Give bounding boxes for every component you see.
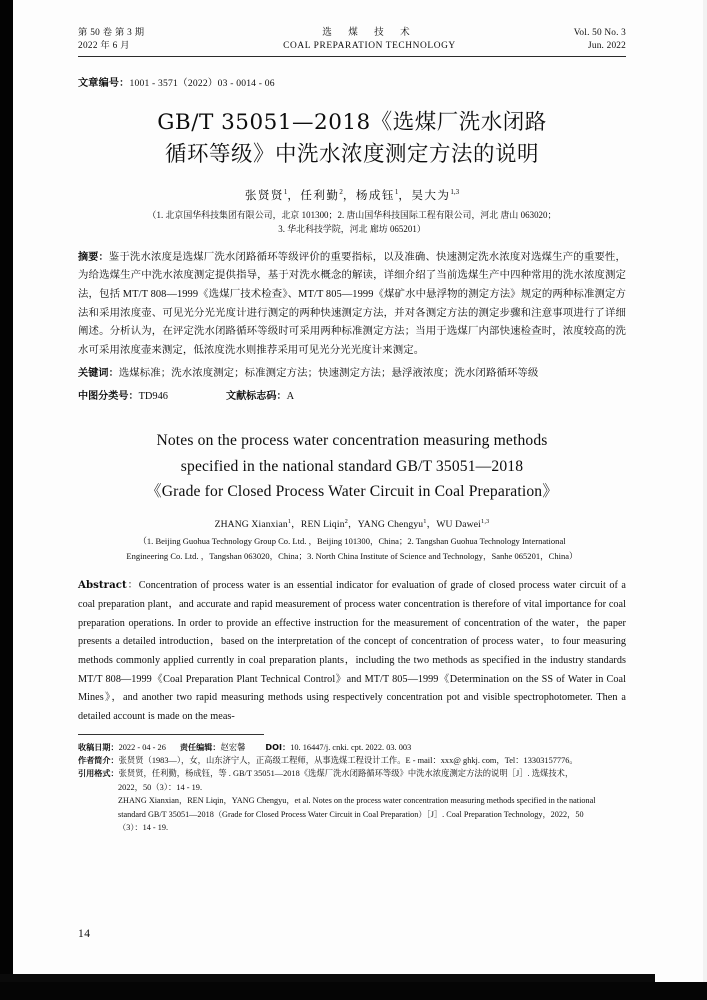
running-head-rule bbox=[78, 56, 626, 57]
classification-codes-cn bbox=[78, 388, 626, 407]
authors-en: ZHANG Xianxian$^1$，REN Liqin$^2$，YANG Chengyu$^1$，WU Dawei$^{1,3}$ bbox=[214, 517, 490, 531]
running-head-row-1 bbox=[78, 26, 626, 40]
keywords-cn-text: 选煤标准；洗水浓度测定；标准测定方法；快速测定方法；悬浮液浓度；洗水闭路循环等级 bbox=[118, 368, 539, 380]
citation-cn-line-2: 2022，50（3）：14 - 19. bbox=[118, 782, 203, 792]
running-head bbox=[78, 0, 626, 57]
abstract-en-text: ：Concentration of process water is an essential indicator for evaluation of grade of closed process water circuit of a coal preparation plant，and accurate and rapid measurement of process water concentration is therefore of vital importance for coal preparation operations. In order to provide an effective instruction for the measurement of concentration of the water，the paper presents a detailed introduction，based on the interpretation of the concept of concentration of process water，to four measuring methods commonly applied currently in coal preparation plants，including the two methods as specified in the industry standards MT/T 808—1999《Coal Preparation Plant Technical Control》and MT/T 805—1999《Determination on the SS of Water in Coal Mines》，and another two rapid measuring methods using respectively concentration pot and visible spectrophotometer. Then a detailed account is made on the meas- bbox=[78, 580, 626, 722]
abstract-cn-label: 摘要： bbox=[78, 251, 109, 263]
footnote-citation-row bbox=[78, 767, 626, 780]
affiliations-en bbox=[78, 534, 626, 563]
title-en-line-3: 《Grade for Closed Process Water Circuit in Coal Preparation》 bbox=[146, 482, 558, 500]
citation-en-line-1-row bbox=[78, 794, 626, 807]
authors-cn: 张贤贤$^1$，任利勤$^2$，杨成钰$^1$，吴大为$^{1,3}$ bbox=[244, 187, 460, 202]
title-cn-line-1: GB/T 35051—2018《选煤厂洗水闭路 bbox=[157, 110, 547, 136]
page-title-cn bbox=[78, 107, 626, 172]
affiliation-en-line-1: （1. Beijing Guohua Technology Group Co. Ltd. ，Beijing 101300，China；2. Tangshan Guohua Technology International bbox=[138, 536, 566, 547]
author-en-sup-2: 2 bbox=[344, 517, 348, 525]
abstract-en bbox=[78, 576, 626, 726]
title-en-line-1: Notes on the process water concentration measuring methods bbox=[156, 432, 548, 450]
affiliation-cn-line-2: 3. 华北科技学院，河北 廊坊 065201） bbox=[278, 224, 426, 235]
received-date-value: 2022 - 04 - 26 bbox=[118, 742, 166, 752]
citation-en-line-2: standard GB/T 35051—2018（Grade for Closed Process Water Circuit in Coal Preparation）［J］. Coal Preparation Technology，2022，50 bbox=[118, 809, 584, 819]
footnote-bio-row bbox=[78, 754, 626, 767]
title-en-line-2: specified in the national standard GB/T 35051—2018 bbox=[180, 457, 524, 475]
article-number-label: 文章编号： bbox=[78, 78, 130, 90]
scan-shadow-bottom-notch bbox=[0, 974, 655, 982]
author-en-sup-4: 1,3 bbox=[480, 517, 490, 525]
author-bio-value: 张贤贤（1983—），女，山东济宁人，正高级工程师，从事选煤工程设计工作。E - mail：xxx@ ghkj. com，Tel：13303157776。 bbox=[118, 755, 578, 765]
citation-format-label: 引用格式： bbox=[78, 768, 119, 779]
document-code-label: 文献标志码： bbox=[226, 390, 287, 402]
doi-value: 10. 16447/j. cnki. cpt. 2022. 03. 003 bbox=[290, 742, 412, 752]
citation-en-line-1: ZHANG Xianxian，REN Liqin，YANG Chengyu，et al. Notes on the process water concentration measuring methods specified in the national bbox=[118, 796, 596, 806]
author-cn-sup-2: 2 bbox=[339, 187, 343, 196]
article-number-line bbox=[78, 74, 626, 89]
page-content bbox=[78, 0, 626, 834]
author-en-sup-3: 1 bbox=[423, 517, 427, 525]
doi-label: DOI： bbox=[265, 741, 291, 752]
author-en-sup-1: 1 bbox=[287, 517, 292, 525]
abstract-cn bbox=[78, 249, 626, 360]
scan-shadow-left bbox=[0, 0, 13, 1000]
scan-shadow-bottom bbox=[0, 982, 707, 1000]
page-number: 14 bbox=[78, 928, 91, 940]
clc-label: 中图分类号： bbox=[78, 390, 139, 402]
issue-date-en: Jun. 2022 bbox=[588, 41, 626, 52]
page-title-en bbox=[78, 428, 626, 504]
editor-value: 赵宏馨 bbox=[220, 742, 246, 752]
journal-title-en: COAL PREPARATION TECHNOLOGY bbox=[283, 41, 456, 52]
citation-cn-line-1: 张贤贤，任利勤，杨成钰，等 . GB/T 35051—2018《选煤厂洗水闭路循环等级》中洗水浓度测定方法的说明［J］. 选煤技术， bbox=[118, 769, 574, 779]
journal-title-cn: 选 煤 技 术 bbox=[322, 27, 417, 38]
citation-en-line-3: （3）：14 - 19. bbox=[118, 822, 169, 832]
volume-issue-cn: 第 50 卷 第 3 期 bbox=[78, 28, 145, 38]
affiliation-cn-line-1: （1. 北京国华科技集团有限公司，北京 101300；2. 唐山国华科技国际工程有限公司，河北 唐山 063020； bbox=[147, 209, 557, 220]
scan-shadow-right bbox=[703, 0, 707, 1000]
author-cn-sup-1: 1 bbox=[283, 187, 288, 196]
received-date-label: 收稿日期： bbox=[78, 741, 119, 752]
abstract-cn-text: 鉴于洗水浓度是选煤厂洗水闭路循环等级评价的重要指标，以及准确、快速测定洗水浓度对选煤生产的重要性，为给选煤生产中洗水浓度测定提供指导，基于对洗水概念的解读，详细介绍了当前选煤生产中四种常用的洗水浓度测定法，包括 MT/T 808—1999《选煤厂技术检查》、MT/T 805—1999《煤矿水中悬浮物的测定方法》规定的两种标准测定方法和采用浓度壶、可见光分光光度计进行测定的两种快速测定方法，并对各测定方法的测定步骤和注意事项进行了详细阐述。分析认为，在评定洗水闭路循环等级时可采用两种标准测定方法；当用于选煤厂内部快速检查时，浓度较高的洗水可采用浓度壶来测定，低浓度洗水则推荐采用可见光分光光度计来测定。 bbox=[78, 251, 626, 356]
citation-cn-line-2-row bbox=[78, 781, 626, 794]
abstract-en-label: Abstract bbox=[78, 579, 127, 592]
volume-issue-en: Vol. 50 No. 3 bbox=[573, 28, 626, 38]
citation-en-line-3-row bbox=[78, 821, 626, 834]
document-code-value: A bbox=[286, 390, 295, 402]
keywords-cn-label: 关键词： bbox=[78, 368, 119, 380]
article-number-value: 1001 - 3571（2022）03 - 0014 - 06 bbox=[129, 78, 275, 90]
editor-label: 责任编辑： bbox=[179, 741, 221, 752]
footnote-divider bbox=[78, 734, 264, 735]
affiliation-en-line-2: Engineering Co. Ltd. ，Tangshan 063020，China；3. North China Institute of Science and Technology，Sanhe 065201，China） bbox=[126, 550, 578, 561]
author-cn-sup-3: 1 bbox=[394, 187, 399, 196]
running-head-row-2 bbox=[78, 40, 626, 54]
clc-value: TD946 bbox=[138, 390, 168, 402]
keywords-cn bbox=[78, 365, 626, 384]
issue-date-cn: 2022 年 6 月 bbox=[78, 41, 130, 52]
title-cn-line-2: 循环等级》中洗水浓度测定方法的说明 bbox=[164, 142, 539, 168]
affiliations-cn bbox=[78, 208, 626, 237]
author-cn-sup-4: 1,3 bbox=[450, 187, 460, 196]
footnote-received-row bbox=[78, 741, 626, 754]
author-bio-label: 作者简介： bbox=[78, 754, 119, 765]
citation-en-line-2-row bbox=[78, 808, 626, 821]
footnote-block bbox=[78, 741, 626, 835]
